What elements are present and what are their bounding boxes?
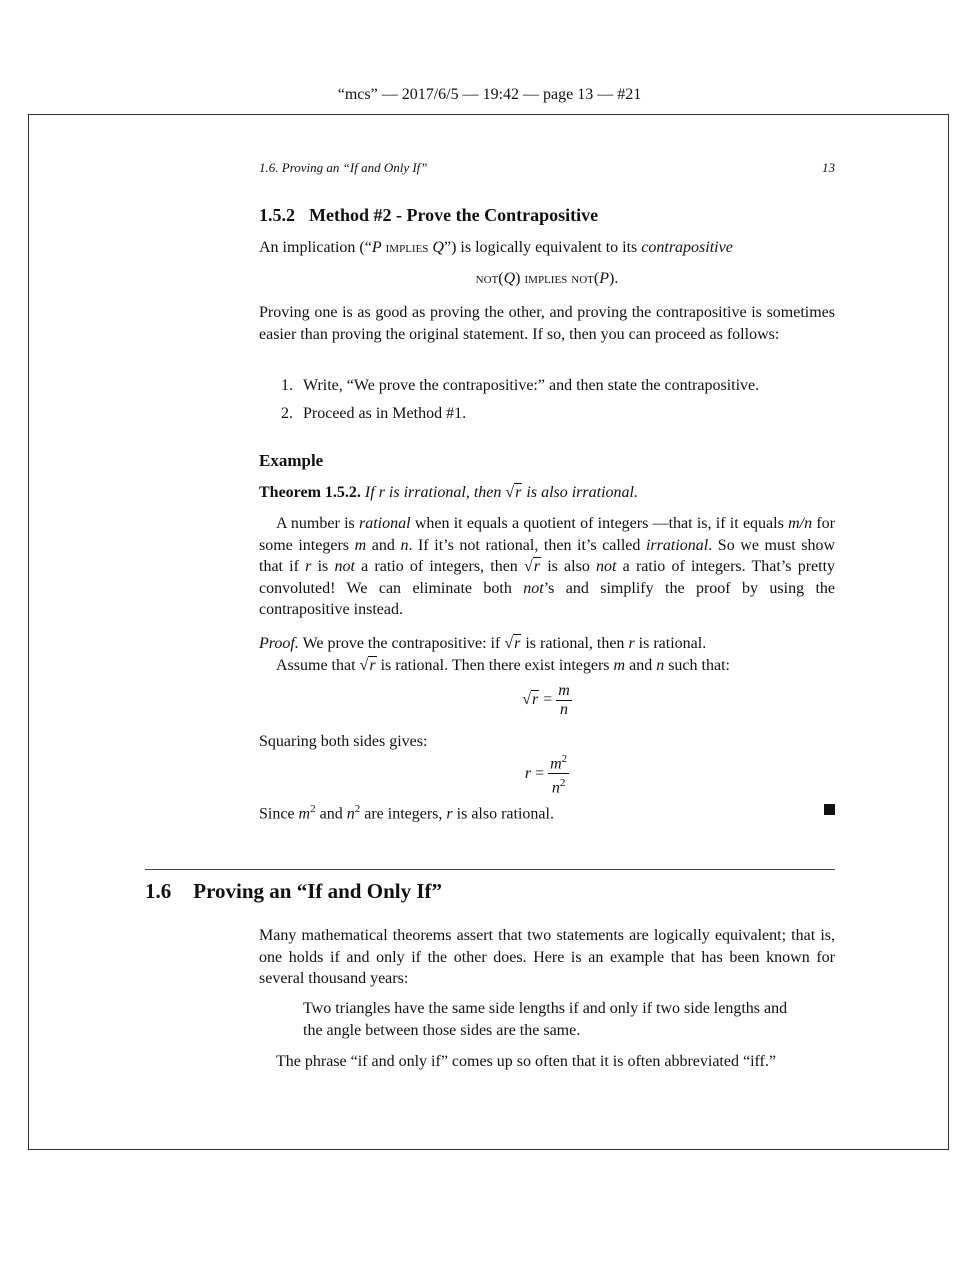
sqrt-r: √r — [359, 656, 376, 674]
since-line: Since $m^2$ and $n^2$ are integers, r is also rational. — [259, 799, 835, 825]
sqrt-r: √r — [504, 635, 521, 652]
fraction-m2-over-n2: $\frac{m^2}{n^2}$ — [548, 750, 569, 798]
equation-sqrt-r: √r = $\frac{m}{n}$ — [522, 682, 570, 718]
section-rule — [145, 869, 835, 870]
intro-paragraph: An implication (“P implies Q”) is logically equivalent to its contrapositive — [259, 239, 733, 256]
qed-square-icon — [824, 804, 835, 815]
example-heading: Example — [259, 451, 324, 470]
running-head-title: 1.6. Proving an “If and Only If” — [259, 160, 428, 175]
paragraph-rational-definition: A number is rational when it equals a quotient of integers —that is, if it equals m/n for some integers m and n. If it’s not rational, then it’s called irrational. So we must show that if r is not a ratio of integers, then √r is also not a ratio of integers. That’s pretty convoluted! We can eliminate both not’s and simplify the proof by using the contrapositive instead. — [259, 515, 836, 618]
subsection-title: Method #2 - Prove the Contrapositive — [309, 205, 599, 225]
paragraph-proving-contrapositive: Proving one is as good as proving the other, and proving the contrapositive is sometimes easier than proving the original statement. If so, then you can proceed as follows: — [259, 304, 835, 343]
proof: Proof. We prove the contrapositive: if √r is rational, then r is rational. Assume that √r is rational. Then there exist integers m and n such that: — [259, 635, 730, 674]
section-number: 1.6 — [145, 879, 172, 903]
subsection-heading — [259, 205, 598, 226]
steps-list — [259, 377, 835, 423]
equation-r: r = $\frac{m^2}{n^2}$ — [259, 750, 835, 798]
theorem-label: Theorem 1.5.2. — [259, 484, 361, 501]
quote-block: Two triangles have the same side lengths if and only if two side lengths and the angle between those sides are the same. — [303, 1000, 788, 1039]
contrapositive-display: not(Q) implies not(P). — [475, 270, 619, 287]
running-head-page-number: 13 — [822, 160, 835, 175]
sqrt-r: √r — [523, 558, 540, 575]
section-heading — [145, 879, 442, 904]
list-item: 2. Proceed as in Method #1. — [281, 405, 467, 422]
running-head — [259, 160, 835, 176]
subsection-number: 1.5.2 — [259, 205, 295, 225]
sqrt-r: √r — [505, 484, 522, 501]
proof-label: Proof. — [259, 635, 299, 652]
list-item: 1. Write, “We prove the contrapositive:” and then state the contrapositive. — [281, 377, 760, 394]
squaring-line: Squaring both sides gives: — [259, 733, 428, 750]
theorem: Theorem 1.5.2. If r is irrational, then √r is also irrational. — [259, 484, 638, 501]
paragraph-iff: The phrase “if and only if” comes up so often that it is often abbreviated “iff.” — [276, 1053, 776, 1070]
fraction-m-over-n: $\frac{m}{n}$ — [558, 682, 570, 718]
paragraph-equivalence: Many mathematical theorems assert that two statements are logically equivalent; that is, one holds if and only if the other does. Here is an example that has been known for several thousand years: — [259, 927, 835, 987]
page-stamp: “mcs” — 2017/6/5 — 19:42 — page 13 — #21 — [337, 86, 642, 103]
section-title: Proving an “If and Only If” — [193, 879, 442, 903]
